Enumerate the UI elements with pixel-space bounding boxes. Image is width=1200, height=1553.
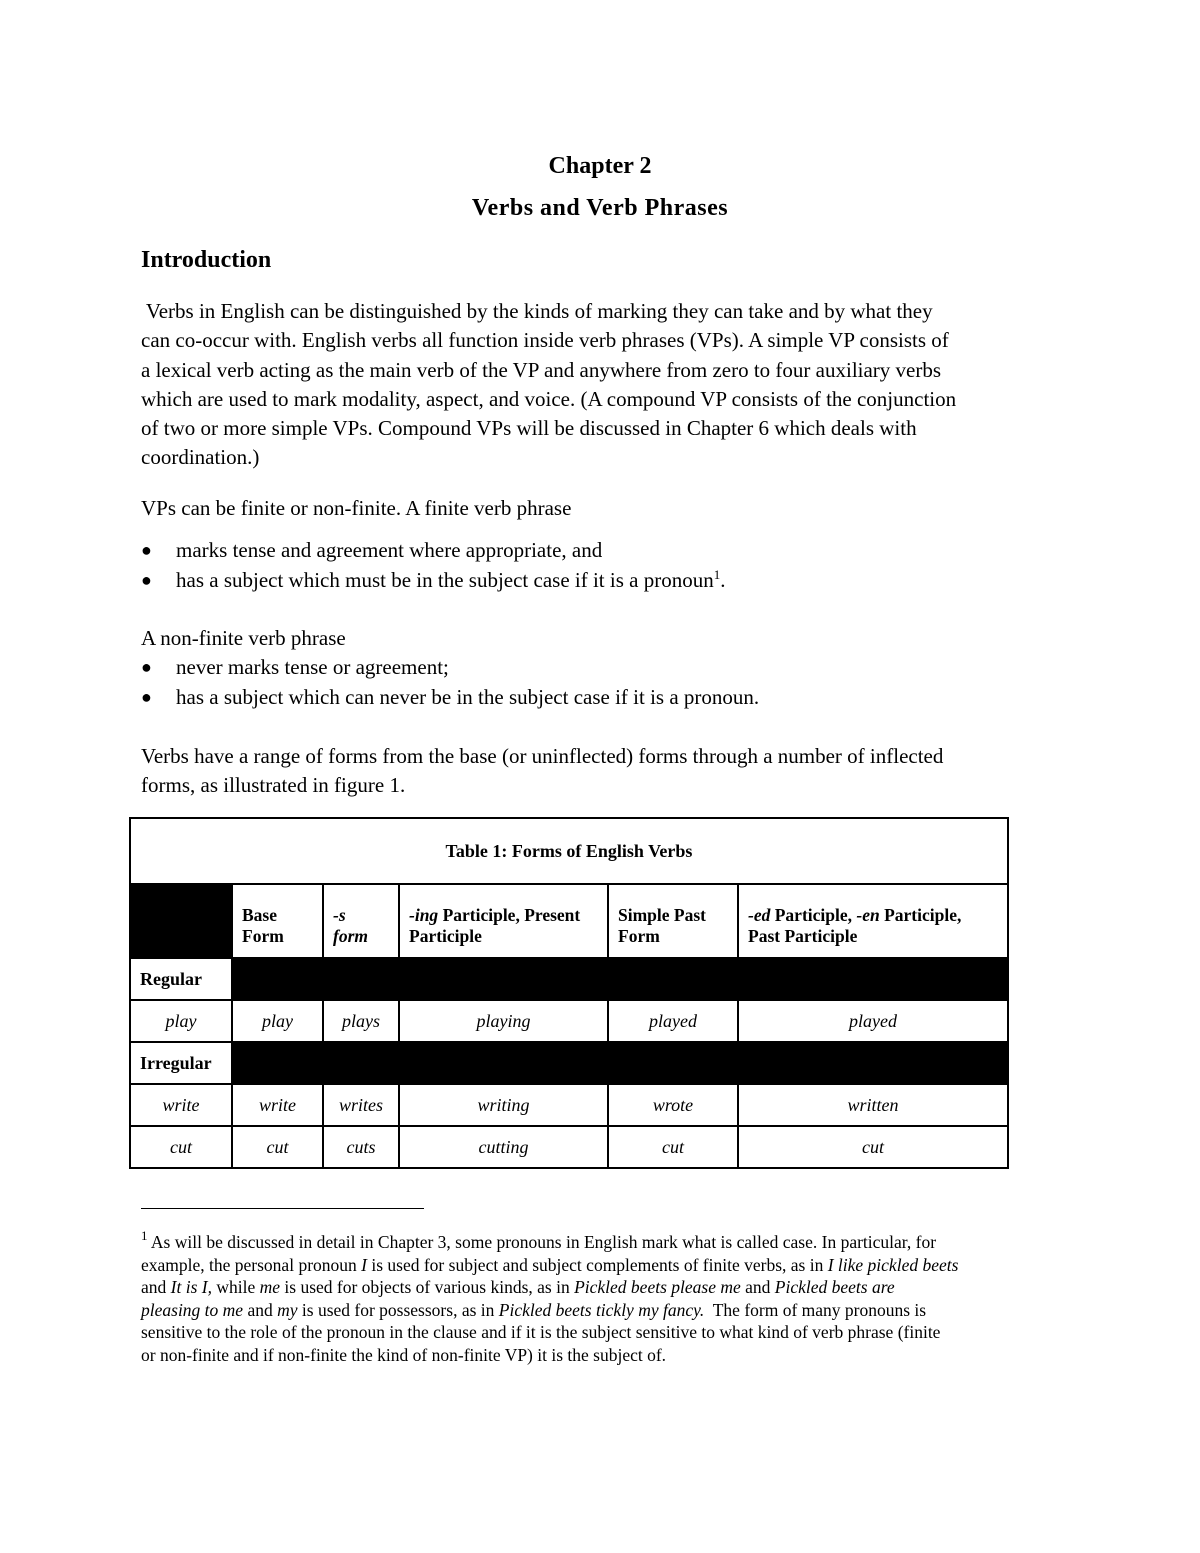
finite-intro-paragraph: VPs can be finite or non-finite. A finite verb phrase <box>141 496 572 520</box>
intro-paragraph <box>141 297 1071 473</box>
list-item <box>141 653 1071 683</box>
table-cell: plays <box>323 1000 399 1042</box>
list-item-text: never marks tense or agreement; <box>176 655 449 679</box>
header-s-form: -s form <box>323 884 399 958</box>
group-filler <box>232 958 1008 1000</box>
table-cell: written <box>738 1084 1008 1126</box>
footnote-line: and It is I, while me is used for objects of various kinds, as in Pickled beets please me and Pickled beets are <box>141 1277 895 1298</box>
list-item-text: marks tense and agreement where appropriate, and <box>176 538 603 562</box>
header-base-form: Base Form <box>232 884 323 958</box>
footnote-line: $^1$ As will be discussed in detail in Chapter 3, some pronouns in English mark what is called case. In particular, for <box>141 1228 937 1252</box>
bullet-icon: ● <box>141 686 152 707</box>
finite-bullet-list <box>141 536 1071 595</box>
table-cell: writing <box>399 1084 608 1126</box>
footnote-reference[interactable]: 1 <box>713 566 721 582</box>
table-row <box>130 1126 1008 1168</box>
table-cell: cut <box>130 1126 232 1168</box>
table-cell: wrote <box>608 1084 738 1126</box>
table-row <box>130 1000 1008 1042</box>
list-item <box>141 536 1071 566</box>
group-filler <box>232 1042 1008 1084</box>
table-caption: Table 1: Forms of English Verbs <box>130 818 1008 884</box>
paragraph-line: can co-occur with. English verbs all function inside verb phrases (VPs). A simple VP consists of <box>141 328 949 353</box>
list-item-text: has a subject which must be in the subject case if it is a pronoun <box>176 567 714 592</box>
footnote-marker: 1 <box>141 1228 148 1243</box>
footnote-line: pleasing to me and my is used for possessors, as in Pickled beets tickly my fancy. The form of many pronouns is <box>141 1299 927 1320</box>
nonfinite-intro-paragraph: A non-finite verb phrase <box>141 626 346 650</box>
forms-paragraph <box>141 742 1071 801</box>
footnote-line: or non-finite and if non-finite the kind of non-finite VP) it is the subject of. <box>141 1344 667 1365</box>
footnote-line: example, the personal pronoun I is used for subject and subject complements of finite verbs, as in I like pickled beets <box>141 1254 959 1275</box>
table-cell: played <box>738 1000 1008 1042</box>
table-group-row <box>130 1042 1008 1084</box>
table-cell: write <box>130 1084 232 1126</box>
verb-forms-table <box>129 817 1009 1169</box>
group-label-regular: Regular <box>130 958 232 1000</box>
footnote-line: sensitive to the role of the pronoun in the clause and if it is the subject sensitive to what kind of verb phrase (finite <box>141 1322 941 1343</box>
footnote-separator <box>141 1208 424 1209</box>
nonfinite-bullet-list <box>141 653 1071 712</box>
table-cell: play <box>130 1000 232 1042</box>
list-item-punct: . <box>720 567 726 592</box>
paragraph-line: forms, as illustrated in figure 1. <box>141 773 406 798</box>
table-header-row <box>130 884 1008 958</box>
bullet-icon: ● <box>141 540 152 560</box>
table-cell: cut <box>738 1126 1008 1168</box>
list-item <box>141 566 1071 596</box>
group-label-irregular: Irregular <box>130 1042 232 1084</box>
header-simple-past: Simple Past Form <box>608 884 738 958</box>
paragraph-line: Verbs have a range of forms from the base (or uninflected) forms through a number of inflected <box>141 744 944 768</box>
header-empty-cell <box>130 884 232 958</box>
table-group-row <box>130 958 1008 1000</box>
table-cell: write <box>232 1084 323 1126</box>
table-cell: playing <box>399 1000 608 1042</box>
header-ed-participle: -ed Participle, -en Participle, Past Participle <box>738 884 1008 958</box>
list-item-text: has a subject which can never be in the subject case if it is a pronoun. <box>176 684 760 709</box>
section-heading: Introduction <box>141 247 272 273</box>
paragraph-line: a lexical verb acting as the main verb of the VP and anywhere from zero to four auxiliary verbs <box>141 357 942 382</box>
table-cell: cut <box>232 1126 323 1168</box>
footnote <box>141 1228 1071 1367</box>
table-cell: cutting <box>399 1126 608 1168</box>
chapter-title: Chapter 2 <box>548 153 652 179</box>
table-cell: cuts <box>323 1126 399 1168</box>
paragraph-line: coordination.) <box>141 445 260 470</box>
table-cell: writes <box>323 1084 399 1126</box>
table-row <box>130 1084 1008 1126</box>
paragraph-line: Verbs in English can be distinguished by the kinds of marking they can take and by what they <box>141 299 933 323</box>
list-item <box>141 683 1071 713</box>
header-ing-participle: -ing Participle, Present Participle <box>399 884 608 958</box>
table-cell: play <box>232 1000 323 1042</box>
table-cell: played <box>608 1000 738 1042</box>
bullet-icon: ● <box>141 657 152 677</box>
paragraph-line: which are used to mark modality, aspect, and voice. (A compound VP consists of the conjunction <box>141 386 957 411</box>
paragraph-line: of two or more simple VPs. Compound VPs will be discussed in Chapter 6 which deals with <box>141 416 917 441</box>
table-cell: cut <box>608 1126 738 1168</box>
bullet-icon: ● <box>141 569 152 590</box>
chapter-subtitle: Verbs and Verb Phrases <box>471 195 729 221</box>
